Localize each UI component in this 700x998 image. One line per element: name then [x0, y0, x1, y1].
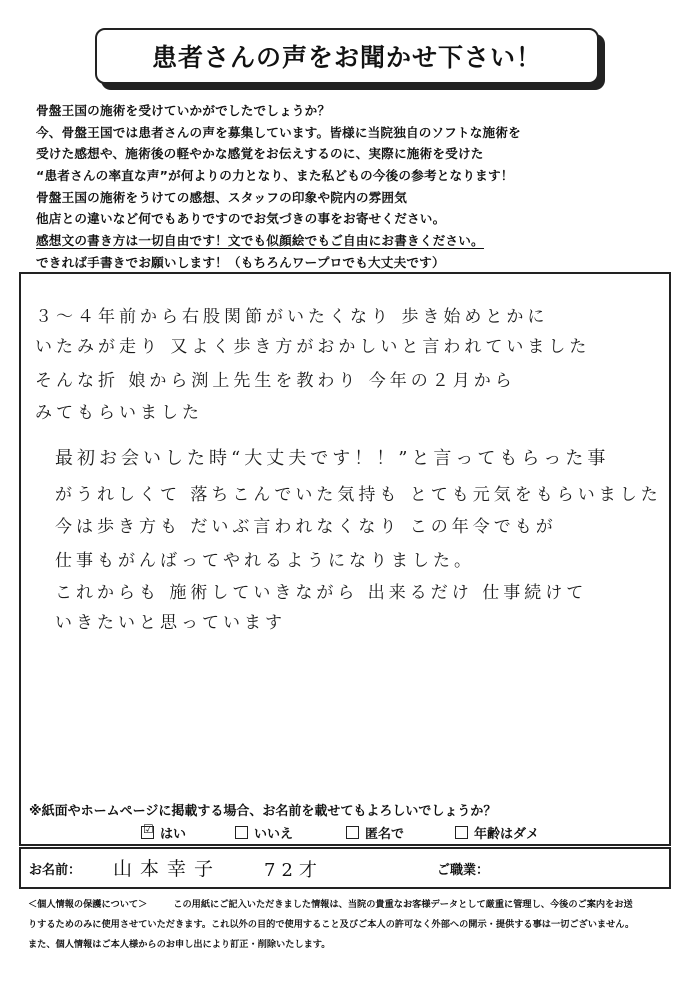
consent-option-anonymous[interactable]: [346, 823, 404, 842]
name-label: お名前：: [29, 863, 82, 878]
intro-line: 今、骨盤王国では患者さんの声を募集しています。皆様に当院独自のソフトな施術を: [36, 124, 521, 140]
handwritten-letter-area: [19, 272, 671, 798]
privacy-heading: ＜個人情報の保護について＞: [28, 899, 148, 910]
privacy-line: [28, 895, 678, 915]
publication-consent: [19, 796, 671, 846]
consent-option-label: 匿名で: [365, 827, 405, 842]
intro-line: “患者さんの率直な声”が何よりの力となり、また私どもの今後の参考となります！: [36, 168, 514, 184]
intro-line: 骨盤王国の施術をうけての感想、スタッフの印象や院内の雰囲気: [36, 189, 408, 205]
consent-option-yes[interactable]: [141, 823, 186, 842]
handwritten-line: そんな折 娘から渕上先生を教わり 今年の２月から: [35, 371, 516, 391]
privacy-text: この用紙にご記入いただきました情報は、当院の貴重なお客様データとして厳重に管理し、今後のご案内をお送: [173, 899, 633, 910]
handwritten-line: いたみが走り 又よく歩き方がおかしいと言われていました: [35, 337, 591, 357]
handwritten-line: がうれしくて 落ちこんでいた気持も とても元気をもらいました: [55, 485, 662, 505]
handwritten-line: いきたいと思っています: [55, 613, 286, 633]
checkmark-icon: ☑: [143, 822, 154, 836]
name-occupation-row: [19, 847, 671, 889]
consent-question: ※紙面やホームページに掲載する場合、お名前を載せてもよろしいでしょうか？: [29, 804, 497, 819]
name-field[interactable]: 山本幸子: [113, 858, 222, 880]
handwritten-line: 今は歩き方も だいぶ言われなくなり この年令でもが: [55, 517, 557, 537]
intro-line: 他店との違いなど何でもありですのでお気づきの事をお寄せください。: [36, 211, 446, 227]
intro-line: 受けた感想や、施術後の軽やかな感覚をお伝えするのに、実際に施術を受けた: [36, 146, 484, 162]
privacy-notice: [28, 895, 678, 955]
handwritten-line: 仕事もがんばってやれるようになりました。: [55, 551, 475, 571]
intro-line: 骨盤王国の施術を受けていかがでしたでしょうか？: [36, 103, 331, 118]
intro-line: できれば手書きでお願いします！（もちろんワープロでも大丈夫です）: [36, 254, 445, 270]
consent-option-no-age[interactable]: [455, 823, 539, 842]
age-field[interactable]: 72才: [264, 860, 323, 881]
privacy-line: りするためのみに使用させていただきます。これ以外の目的で使用すること及びご本人の許可なく外部への開示・提供する事は一切ございません。: [28, 919, 635, 930]
occupation-label: ご職業：: [437, 863, 490, 878]
consent-option-label: 年齢はダメ: [474, 827, 540, 842]
checkbox-no[interactable]: [235, 826, 248, 839]
handwritten-line: 最初お会いした時“大丈夫です！！”と言ってもらった事: [55, 448, 610, 469]
checkbox-yes[interactable]: [141, 822, 154, 839]
privacy-line: また、個人情報はご本人様からのお申し出により訂正・削除いたします。: [28, 939, 331, 950]
handwritten-line: みてもらいました: [35, 403, 203, 423]
intro-line-underlined: [36, 230, 676, 252]
checkbox-no-age[interactable]: [455, 826, 468, 839]
consent-option-no[interactable]: [235, 823, 293, 842]
handwritten-line: ３～４年前から右股関節がいたくなり 歩き始めとかに: [35, 307, 549, 327]
intro-underlined-text: 感想文の書き方は一切自由です！文でも似顔絵でもご自由にお書きください。: [36, 233, 484, 249]
intro-text: [36, 100, 676, 274]
consent-option-label: いいえ: [254, 827, 294, 842]
page-title: 患者さんの声をお聞かせ下さい！: [151, 43, 542, 72]
consent-option-label: はい: [160, 827, 187, 842]
checkbox-anonymous[interactable]: [346, 826, 359, 839]
handwritten-line: これからも 施術していきながら 出来るだけ 仕事続けて: [55, 583, 588, 603]
title-box: [95, 28, 599, 84]
